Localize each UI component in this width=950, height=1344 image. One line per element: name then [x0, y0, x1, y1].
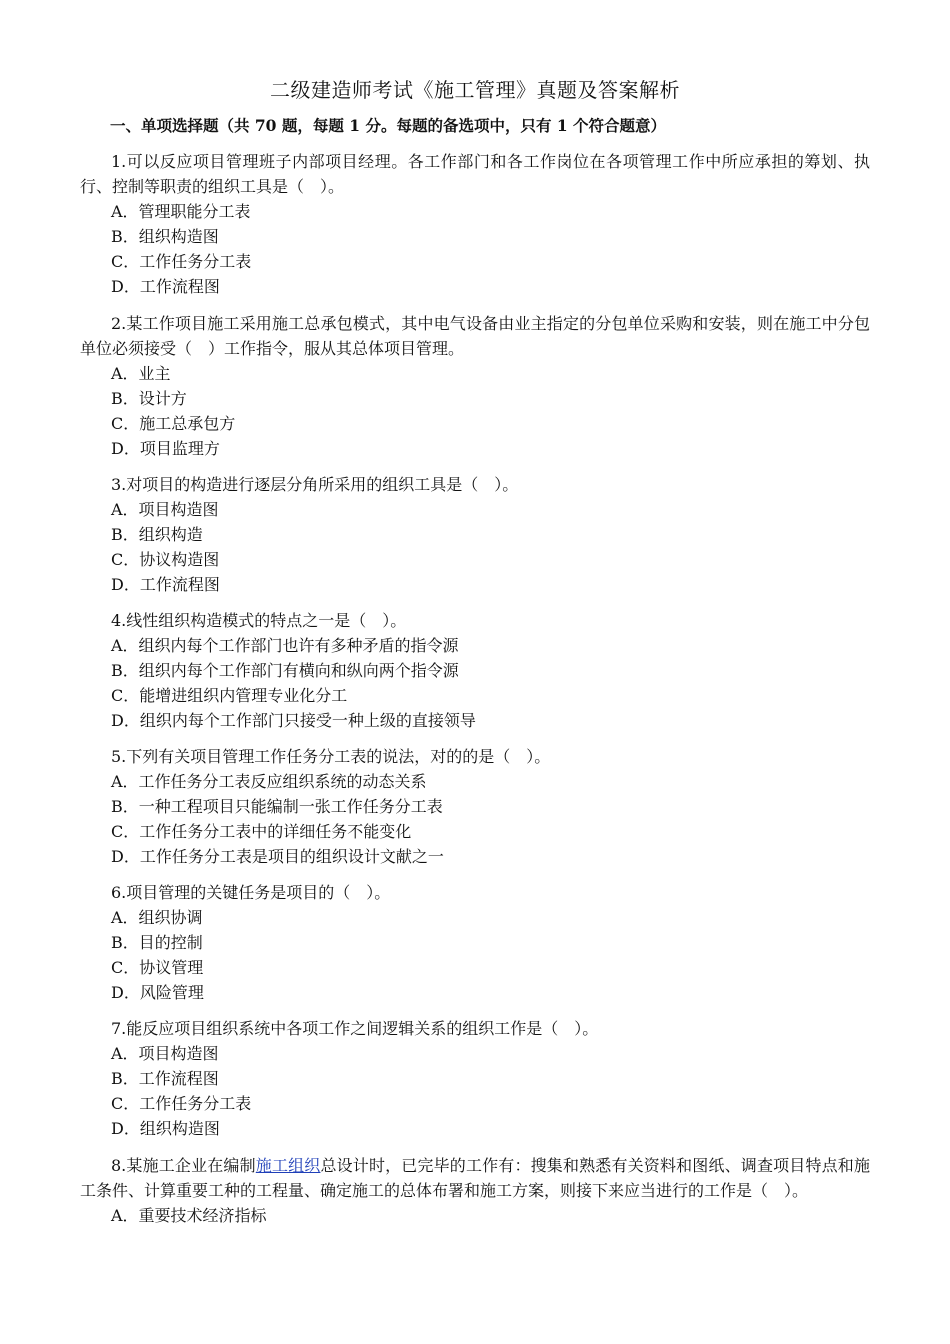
question-stem: 5.下列有关项目管理工作任务分工表的说法，对的的是（ ）。 — [111, 747, 551, 766]
stem-text: 8.某施工企业在编制 — [111, 1156, 256, 1175]
question-stem: 2.某工作项目施工采用施工总承包模式，其中电气设备由业主指定的分包单位采购和安装，则在施工中分包单位必须接受（ ）工作指令，服从其总体项目管理。 — [80, 314, 870, 358]
option-a: A．工作任务分工表反应组织系统的动态关系 — [111, 772, 427, 791]
option-d: D．工作流程图 — [111, 277, 220, 296]
option-a: A．业主 — [111, 364, 171, 383]
option-a: A．组织内每个工作部门也许有多种矛盾的指令源 — [111, 636, 459, 655]
question-6 — [80, 880, 870, 1005]
option-a: A．项目构造图 — [111, 500, 219, 519]
question-7 — [80, 1016, 870, 1141]
option-d: D．工作流程图 — [111, 575, 220, 594]
option-b: B．组织构造 — [111, 525, 203, 544]
question-stem: 4.线性组织构造模式的特点之一是（ ）。 — [111, 611, 407, 630]
option-c: C．协议构造图 — [111, 550, 220, 569]
question-8 — [80, 1153, 870, 1228]
section-heading: 一、单项选择题（共 70 题，每题 1 分。每题的备选项中，只有 1 个符合题意） — [110, 116, 667, 135]
option-a: A．项目构造图 — [111, 1044, 219, 1063]
option-c: C．施工总承包方 — [111, 414, 236, 433]
question-3 — [80, 472, 870, 597]
construction-org-link[interactable]: 施工组织 — [255, 1156, 321, 1175]
question-5 — [80, 744, 870, 869]
option-a: A．组织协调 — [111, 908, 203, 927]
option-b: B．组织内每个工作部门有横向和纵向两个指令源 — [111, 661, 459, 680]
question-4 — [80, 608, 870, 733]
option-d: D．工作任务分工表是项目的组织设计文献之一 — [111, 847, 444, 866]
question-stem: 6.项目管理的关键任务是项目的（ ）。 — [111, 883, 391, 902]
question-stem: 7.能反应项目组织系统中各项工作之间逻辑关系的组织工作是（ ）。 — [111, 1019, 599, 1038]
option-d: D．组织内每个工作部门只接受一种上级的直接领导 — [111, 711, 476, 730]
option-a: A．重要技术经济指标 — [111, 1206, 267, 1225]
option-c: C．工作任务分工表中的详细任务不能变化 — [111, 822, 412, 841]
option-d: D．组织构造图 — [111, 1119, 220, 1138]
option-c: C．工作任务分工表 — [111, 1094, 252, 1113]
document-title: 二级建造师考试《施工管理》真题及答案解析 — [270, 78, 680, 102]
question-stem — [80, 1153, 870, 1203]
option-b: B．组织构造图 — [111, 227, 219, 246]
option-c: C．能增进组织内管理专业化分工 — [111, 686, 348, 705]
question-2 — [80, 311, 870, 461]
question-stem: 3.对项目的构造进行逐层分角所采用的组织工具是（ ）。 — [111, 475, 519, 494]
option-b: B．设计方 — [111, 389, 187, 408]
stem-text: 总设计时，已完毕的工作有：搜集和熟悉有关资料和图纸、调查项目特点和施工条件、计算重要工种的工程量、确定施工的总体布署和施工方案，则接下来应当进行的工作是（ ）。 — [80, 1156, 870, 1200]
option-d: D．风险管理 — [111, 983, 204, 1002]
option-b: B．工作流程图 — [111, 1069, 219, 1088]
option-b: B．一种工程项目只能编制一张工作任务分工表 — [111, 797, 443, 816]
question-1 — [80, 149, 870, 299]
option-b: B．目的控制 — [111, 933, 203, 952]
question-stem: 1.可以反应项目管理班子内部项目经理。各工作部门和各工作岗位在各项管理工作中所应承担的筹划、执行、控制等职责的组织工具是（ ）。 — [80, 152, 870, 196]
option-a: A．管理职能分工表 — [111, 202, 251, 221]
option-c: C．工作任务分工表 — [111, 252, 252, 271]
option-d: D．项目监理方 — [111, 439, 220, 458]
option-c: C．协议管理 — [111, 958, 204, 977]
